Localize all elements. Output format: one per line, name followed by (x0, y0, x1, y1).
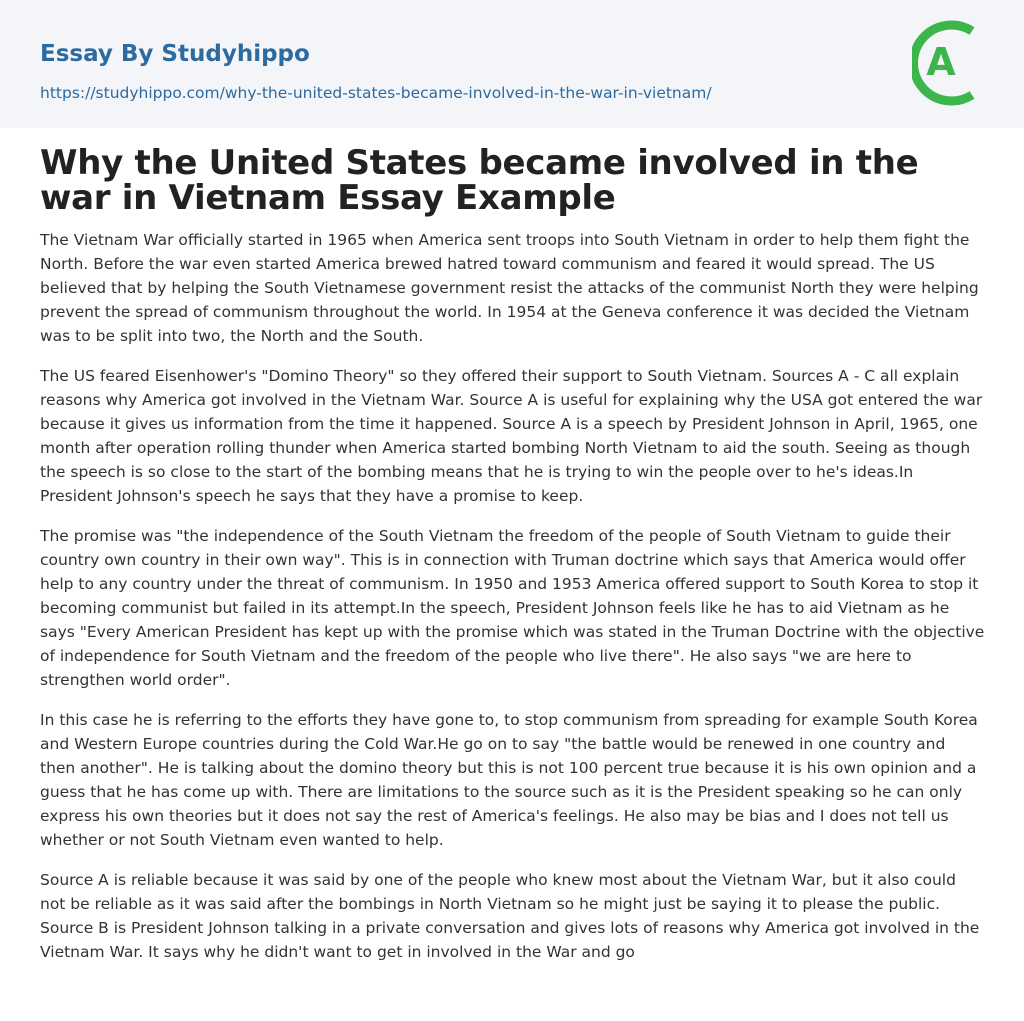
site-header (0, 0, 1024, 128)
page-url[interactable]: https://studyhippo.com/why-the-united-states-became-involved-in-the-war-in-vietnam/ (40, 84, 712, 102)
article-paragraph-4: In this case he is referring to the efforts they have gone to, to stop communism from spreading for example South Korea and Western Europe countries during the Cold War.He go on to say "the battle would be renewed in one country and then another". He is talking about the domino theory but this is not 100 percent true because it is his own opinion and a guess that he has come up with. There are limitations to the source such as it is the President speaking so he can only express his own theories but it does not say the rest of America's feelings. He also may be bias and I does not tell us whether or not South Vietnam even wanted to help. (40, 711, 978, 849)
article-paragraph-3: The promise was "the independence of the South Vietnam the freedom of the people of South Vietnam to guide their country own country in their own way". This is in connection with Truman doctrine which says that America would offer help to any country under the threat of communism. In 1950 and 1953 America offered support to South Korea to stop it becoming communist but failed in its attempt.In the speech, President Johnson feels like he has to aid Vietnam as he says "Every American President has kept up with the promise which was stated in the Truman Doctrine with the objective of independence for South Vietnam and the freedom of the people who live there". He also says "we are here to strengthen world order". (40, 527, 985, 689)
article-title: Why the United States became involved in the war in Vietnam Essay Example (40, 143, 919, 218)
studyhippo-logo-icon[interactable] (912, 20, 986, 106)
site-brand[interactable]: Essay By Studyhippo (40, 41, 310, 67)
logo-letter: A (926, 40, 956, 84)
article-paragraph-1: The Vietnam War officially started in 1965 when America sent troops into South Vietnam in order to help them fight the North. Before the war even started America brewed hatred toward communism and feared it would spread. The US believed that by helping the South Vietnamese government resist the attacks of the communist North they were helping prevent the spread of communism throughout the world. In 1954 at the Geneva conference it was decided the Vietnam was to be split into two, the North and the South. (40, 231, 979, 345)
article-paragraph-2: The US feared Eisenhower's "Domino Theory" so they offered their support to South Vietnam. Sources A - C all explain reasons why America got involved in the Vietnam War. Source A is useful for explaining why the USA got entered the war because it gives us information from the time it happened. Source A is a speech by President Johnson in April, 1965, one month after operation rolling thunder when America started bombing North Vietnam to aid the south. Seeing as though the speech is so close to the start of the bombing means that he is trying to win the people over to he's ideas.In President Johnson's speech he says that they have a promise to keep. (40, 367, 983, 505)
article-paragraph-5: Source A is reliable because it was said by one of the people who knew most about the Vietnam War, but it also could not be reliable as it was said after the bombings in North Vietnam so he might just be saying it to please the public. Source B is President Johnson talking in a private conversation and gives lots of reasons why America got involved in the Vietnam War. It says why he didn't want to get in involved in the War and go (40, 871, 980, 961)
article-body (40, 228, 985, 980)
